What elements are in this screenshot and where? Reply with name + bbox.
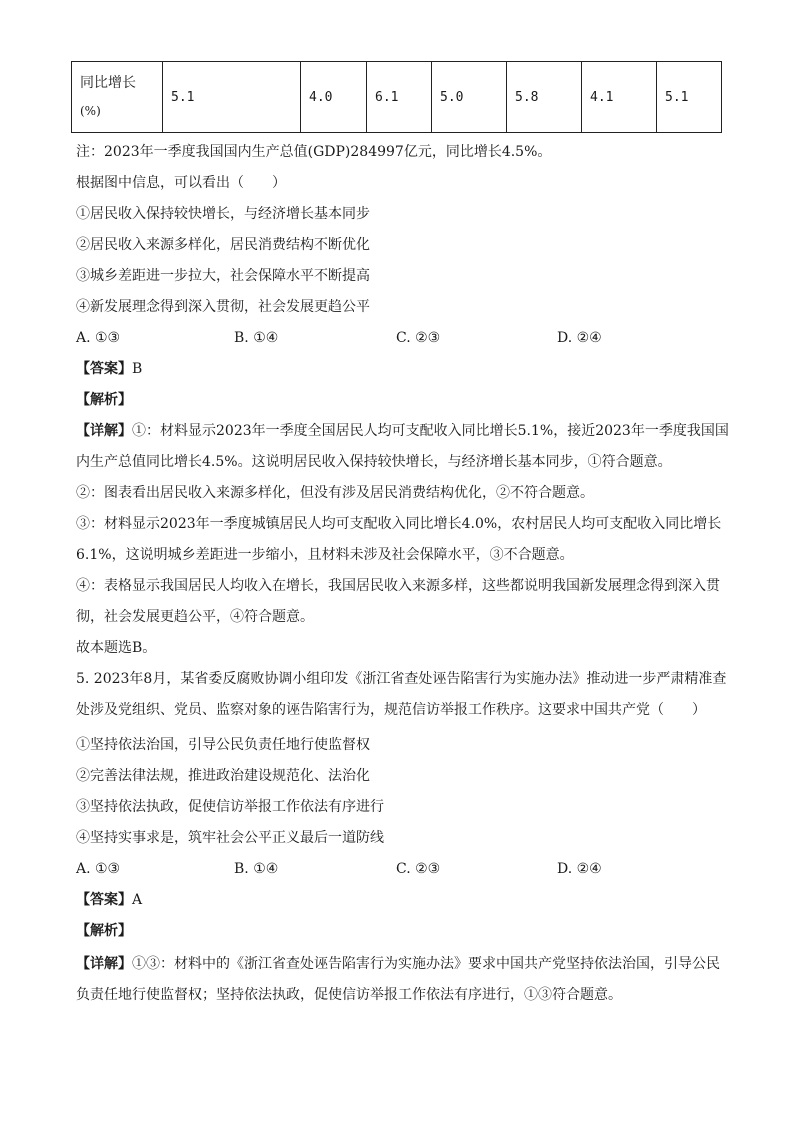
statement-item: ③坚持依法执政，促使信访举报工作依法有序进行 — [76, 799, 384, 815]
detail-tag: 【详解】 — [76, 956, 132, 972]
statement-item: ①居民收入保持较快增长，与经济增长基本同步 — [76, 206, 370, 222]
analysis-tag: 【解析】 — [76, 923, 132, 939]
statement-item: ②居民收入来源多样化，居民消费结构不断优化 — [76, 237, 370, 253]
option-a: A. ①③ — [76, 861, 121, 877]
option-a: A. ①③ — [76, 330, 121, 346]
answer-value: B — [132, 361, 143, 377]
analysis-line — [76, 421, 729, 441]
option-c: C. ②③ — [396, 330, 441, 346]
answer-line — [76, 359, 142, 379]
answer-line — [76, 890, 142, 910]
analysis-line — [76, 954, 720, 974]
statement-item: ④坚持实事求是，筑牢社会公平正义最后一道防线 — [76, 830, 384, 846]
detail-tag: 【详解】 — [76, 423, 132, 439]
analysis-line: 彻，社会发展更趋公平，④符合题意。 — [76, 609, 314, 625]
table-cell: 4.1 — [582, 62, 657, 133]
table-row — [72, 62, 722, 133]
analysis-line: 内生产总值同比增长4.5%。这说明居民收入保持较快增长，与经济增长基本同步，①符合题意。 — [76, 454, 672, 470]
question-stem: 根据图中信息，可以看出（ ） — [76, 175, 286, 191]
table-cell: 5.0 — [432, 62, 507, 133]
analysis-line: 6.1%，这说明城乡差距进一步缩小，且材料未涉及社会保障水平，③不合题意。 — [76, 547, 574, 563]
option-d: D. ②④ — [557, 330, 602, 346]
analysis-heading — [76, 390, 132, 410]
statement-item: ④新发展理念得到深入贯彻，社会发展更趋公平 — [76, 299, 370, 315]
option-b: B. ①④ — [234, 330, 279, 346]
statement-item: ①坚持依法治国，引导公民负责任地行使监督权 — [76, 737, 370, 753]
option-d: D. ②④ — [557, 861, 602, 877]
row-header-cell — [72, 62, 163, 133]
row-header-label: 同比增长 — [80, 75, 136, 91]
statement-item: ③城乡差距进一步拉大，社会保障水平不断提高 — [76, 268, 370, 284]
option-b: B. ①④ — [234, 861, 279, 877]
conclusion-line: 故本题选B。 — [76, 640, 157, 656]
answer-value: A — [132, 892, 143, 908]
table-cell: 5.8 — [507, 62, 582, 133]
row-header-unit: (%) — [80, 104, 101, 118]
table-cell: 5.1 — [163, 62, 301, 133]
analysis-line: ③：材料显示2023年一季度城镇居民人均可支配收入同比增长4.0%，农村居民人均可支配收入同比增长 — [76, 516, 722, 532]
analysis-text: ①③：材料中的《浙江省查处诬告陷害行为实施办法》要求中国共产党坚持依法治国，引导公民 — [132, 956, 720, 972]
option-c: C. ②③ — [396, 861, 441, 877]
answer-tag: 【答案】 — [76, 361, 132, 377]
analysis-line: ②：图表看出居民收入来源多样化，但没有涉及居民消费结构优化，②不符合题意。 — [76, 485, 594, 501]
income-growth-table — [71, 61, 722, 133]
gdp-note: 注：2023年一季度我国国内生产总值(GDP)284997亿元，同比增长4.5%。 — [76, 144, 552, 160]
analysis-heading — [76, 921, 132, 941]
analysis-line: ④：表格显示我国居民人均收入在增长，我国居民收入来源多样，这些都说明我国新发展理念得到深入贯 — [76, 578, 720, 594]
table-cell: 6.1 — [367, 62, 432, 133]
statement-item: ②完善法律法规，推进政治建设规范化、法治化 — [76, 768, 370, 784]
table-cell: 4.0 — [301, 62, 367, 133]
table-cell: 5.1 — [657, 62, 722, 133]
analysis-tag: 【解析】 — [76, 392, 132, 408]
analysis-text: ①：材料显示2023年一季度全国居民人均可支配收入同比增长5.1%，接近2023年一季度我国国 — [132, 423, 729, 439]
question-stem: 5. 2023年8月，某省委反腐败协调小组印发《浙江省查处诬告陷害行为实施办法》推动进一步严肃精准查 — [76, 671, 727, 687]
answer-tag: 【答案】 — [76, 892, 132, 908]
analysis-line: 负责任地行使监督权；坚持依法执政，促使信访举报工作依法有序进行，①③符合题意。 — [76, 987, 622, 1003]
question-stem: 处涉及党组织、党员、监察对象的诬告陷害行为，规范信访举报工作秩序。这要求中国共产党（ ） — [76, 702, 706, 718]
